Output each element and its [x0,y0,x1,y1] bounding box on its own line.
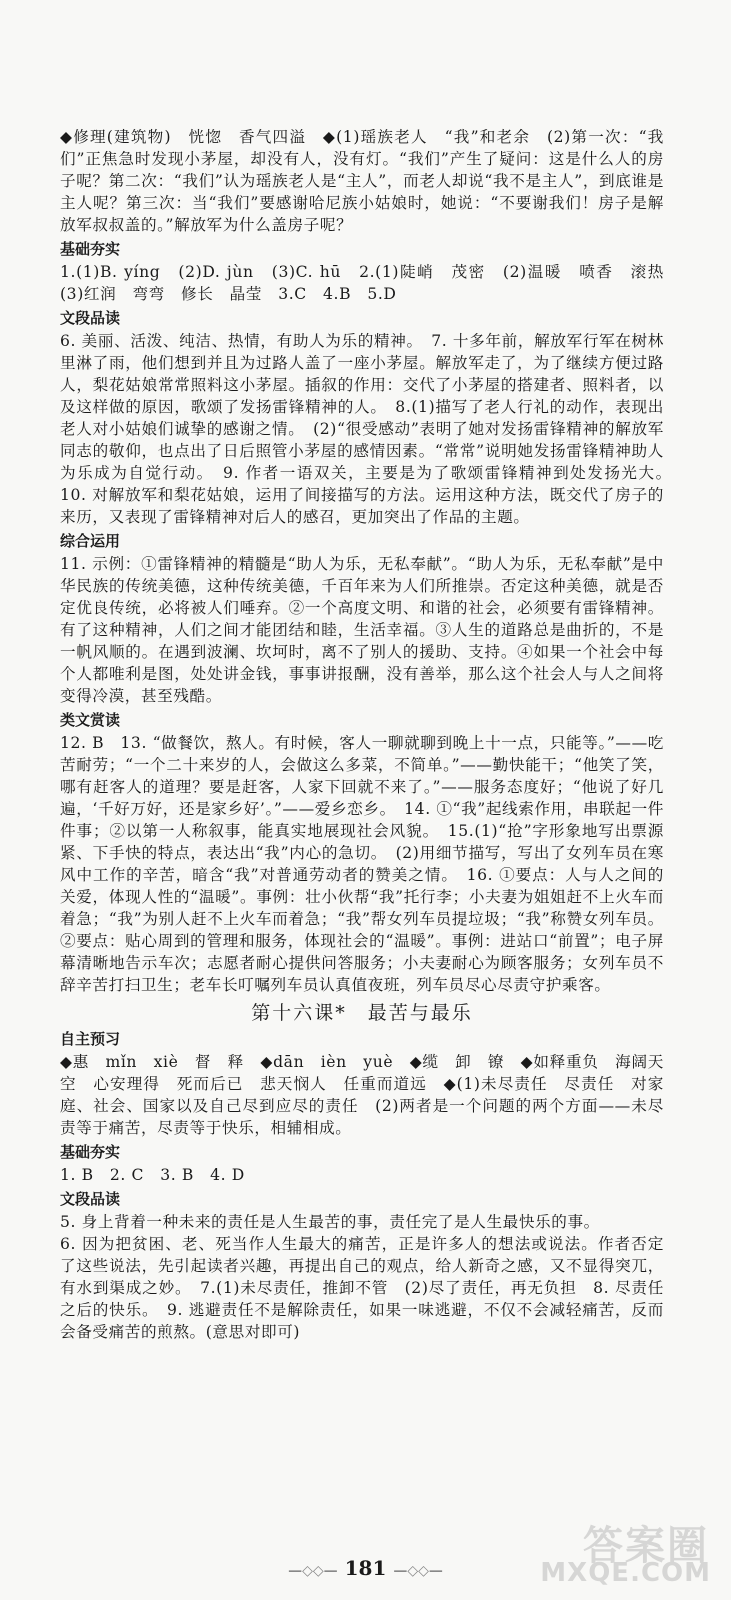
section-heading: 类文赏读 [60,711,121,729]
paragraph: 5. 身上背着一种未来的责任是人生最苦的事，责任完了是人生最快乐的事。 [60,1213,600,1231]
answer-content [60,126,681,1343]
lesson-title: 第十六课* 最苦与最乐 [251,1002,473,1024]
paragraph: 1.(1)B. yíng (2)D. jùn (3)C. hū 2.(1)陡峭 茂密 (2)温暖 喷香 滚热 (3)红润 弯弯 修长 晶莹 3.C 4.B 5.D [60,263,681,303]
paragraph: 1. B 2. C 3. B 4. D [60,1166,245,1184]
section-heading: 文段品读 [60,1190,121,1208]
page-number-text: 181 [344,1556,387,1580]
watermark-url: MXQE.COM [540,1558,711,1588]
paragraph: ◆修理(建筑物) 恍惚 香气四溢 ◆(1)瑶族老人 “我”和老余 (2)第一次：“我们”正焦急时发现小茅屋，却没有人，没有灯。“我们”产生了疑问：这是什么人的房子呢？第二次：“我们”认为瑶族老人是“主人”，而老人却说“我不是主人”，到底谁是主人呢？第三次：当“我们”要感谢哈尼族小姑娘时，她说：“不要谢我们！房子是解放军叔叔盖的。”解放军为什么盖房子呢？ [60,128,664,234]
ornament-icon: —◇◇— [288,1563,338,1579]
paragraph: 6. 美丽、活泼、纯洁、热情，有助人为乐的精神。 7. 十多年前，解放军行军在树林里淋了雨，他们想到并且为过路人盖了一座小茅屋。解放军走了，为了继续方便过路人，梨花姑娘常常照料这小茅屋。插叙的作用：交代了小茅屋的搭建者、照料者，以及这样做的原因，歌颂了发扬雷锋精神的人。 8.(1)描写了老人行礼的动作，表现出老人对小姑娘们诚挚的感谢之情。 (2)“很受感动”表明了她对发扬雷锋精神的解放军同志的敬仰，也点出了日后照管小茅屋的感情因素。“常常”说明她发扬雷锋精神助人为乐成为自觉行动。 9. 作者一语双关，主要是为了歌颂雷锋精神到处发扬光大。 10. 对解放军和梨花姑娘，运用了间接描写的方法。运用这种方法，既交代了房子的来历，又表现了雷锋精神对后人的感召，更加突出了作品的主题。 [60,332,681,526]
section-heading: 综合运用 [60,532,121,550]
section-heading: 自主预习 [60,1030,121,1048]
section-heading: 基础夯实 [60,240,121,258]
section-heading: 文段品读 [60,309,121,327]
watermark-logo [519,1510,719,1590]
paragraph: 11. 示例：①雷锋精神的精髓是“助人为乐，无私奉献”。“助人为乐，无私奉献”是中华民族的传统美德，这种传统美德，千百年来为人们所推崇。否定这种美德，就是否定优良传统，必将被人们唾弃。②一个高度文明、和谐的社会，必须要有雷锋精神。有了这种精神，人们之间才能团结和睦，生活幸福。③人生的道路总是曲折的，不是一帆风顺的。在遇到波澜、坎坷时，离不了别人的援助、支持。④如果一个社会中每个人都唯利是图，处处讲金钱，事事讲报酬，没有善举，那么这个社会人与人之间将变得冷漠，甚至残酷。 [60,555,664,705]
paragraph: 6. 因为把贫困、老、死当作人生最大的痛苦，正是许多人的想法或说法。作者否定了这些说法，先引起读者兴趣，再提出自己的观点，给人新奇之感，又不显得突兀，有水到渠成之妙。 7.(1)未尽责任，推卸不管 (2)尽了责任，再无负担 8. 尽责任之后的快乐。 9. 逃避责任不是解除责任，如果一味逃避，不仅不会减轻痛苦，反而会备受痛苦的煎熬。(意思对即可) [60,1235,664,1341]
paragraph: ◆惠 mǐn xiè 督 释 ◆dān ièn yuè ◆缆 卸 镣 ◆如释重负 海阔天空 心安理得 死而后已 悲天悯人 任重而道远 ◆(1)未尽责任 尽责任 对家庭、社会、国家以及自己尽到应尽的责任 (2)两者是一个问题的两个方面——未尽责等于痛苦，尽责等于快乐，相辅相成。 [60,1053,664,1137]
section-heading: 基础夯实 [60,1143,121,1161]
paragraph: 12. B 13. “做餐饮，熬人。有时候，客人一聊就聊到晚上十一点，只能等。”——吃苦耐劳；“一个二十来岁的人，会做这么多菜，不简单。”——勤快能干；“他笑了笑，哪有赶客人的道理？要是赶客，人家下回就不来了。”——服务态度好；“他说了好几遍，‘千好万好，还是家乡好’。”——爱乡恋乡。 14. ①“我”起线索作用，串联起一件件事；②以第一人称叙事，能真实地展现社会风貌。 15.(1)“抢”字形象地写出票源紧、下手快的特点，表达出“我”内心的急切。 (2)用细节描写，写出了女列车员在寒风中工作的辛苦，暗含“我”对普通劳动者的赞美之情。 16. ①要点：人与人之间的关爱，体现人性的“温暖”。事例：壮小伙帮“我”托行李；小夫妻为姐姐赶不上火车而着急；“我”为别人赶不上火车而着急；“我”帮女列车员提垃圾；“我”称赞女列车员。②要点：贴心周到的管理和服务，体现社会的“温暖”。事例：进站口“前置”；电子屏幕清晰地告示车次；志愿者耐心提供问答服务；小夫妻耐心为顾客服务；女列车员不辞辛苦打扫卫生；老车长叮嘱列车员认真值夜班，列车员尽心尽责守护乘客。 [60,734,664,994]
ornament-icon: —◇◇— [393,1563,443,1579]
watermark-logo-text: 答案圈 [583,1523,709,1569]
